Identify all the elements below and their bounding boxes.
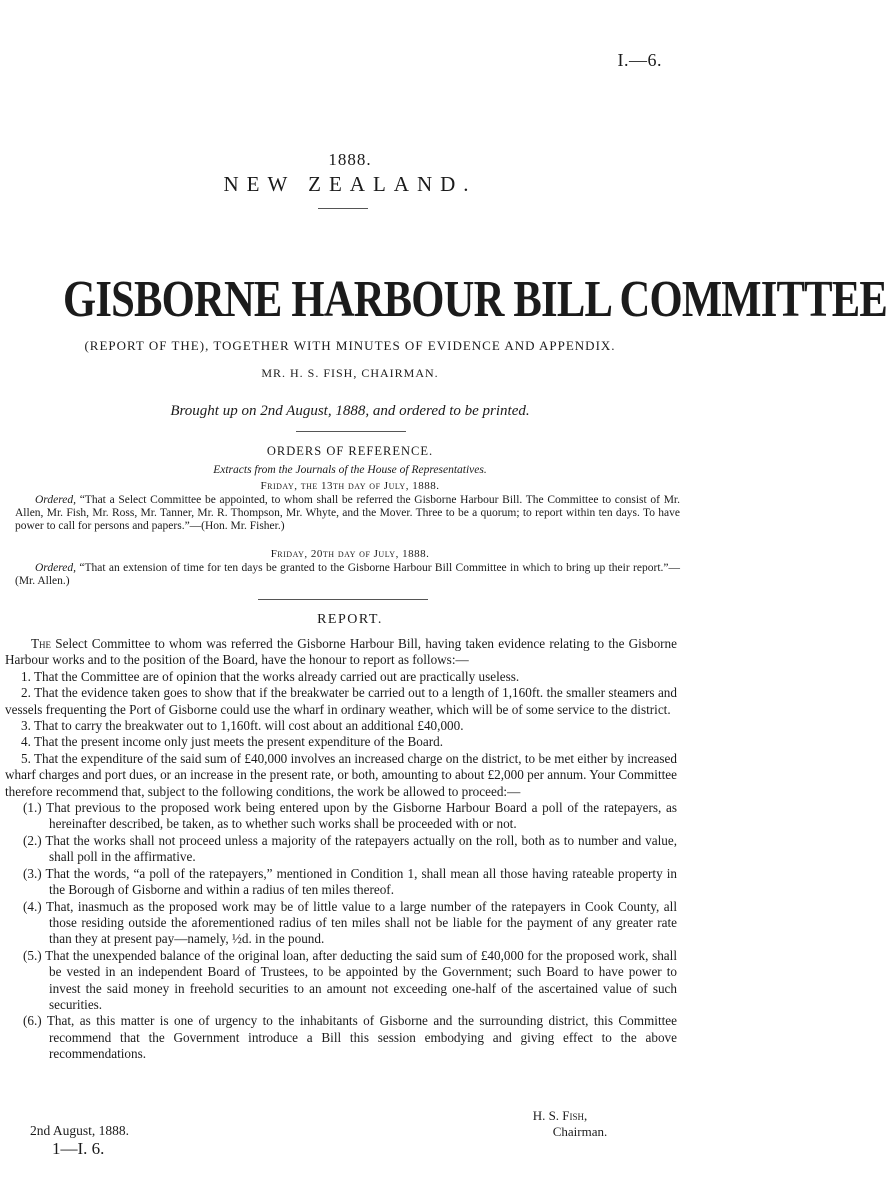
chairman-line: MR. H. S. FISH, CHAIRMAN. <box>261 366 439 380</box>
order-2-lead: Ordered, <box>35 562 76 574</box>
divider <box>258 599 428 600</box>
report-point-5: 5. That the expenditure of the said sum of £40,000 involves an increased charge on the district, to be met either by increased wharf charges and port dues, or an increase in the present rate, or both, amounting to about £2,000 per annum. Your Committee therefore recommend that, subject to the following conditions, the work be allowed to proceed:— <box>5 750 677 799</box>
divider <box>318 208 368 209</box>
signature-name: H. S. Fish, <box>532 1108 588 1123</box>
order-2 <box>15 562 680 588</box>
order-date-2: Friday, 20th day of July, 1888. <box>270 548 430 560</box>
document-title: GISBORNE HARBOUR BILL COMMITTEE <box>63 271 887 328</box>
condition-1: (1.) That previous to the proposed work being entered upon by the Gisborne Harbour Board a poll of the ratepayers, as hereinafter described, be taken, as to whether such works shall be proceeded with or not. <box>23 800 677 832</box>
order-date-1: Friday, the 13th day of July, 1888. <box>260 480 440 492</box>
extracts-line: Extracts from the Journals of the House of Representatives. <box>213 464 487 476</box>
report-intro-lead: The <box>31 636 52 651</box>
condition-2: (2.) That the works shall not proceed unless a majority of the ratepayers actually on the roll, both as to number and value, shall poll in the affirmative. <box>23 832 677 865</box>
paper-reference: I.—6. <box>617 50 662 70</box>
report-point-2: 2. That the evidence taken goes to show that if the breakwater be carried out to a length of 1,160ft. the smaller steamers and vessels frequenting the Port of Gisborne could use the wharf in ordinary weather, which will be of some service to the district. <box>5 685 677 717</box>
report-heading: REPORT. <box>317 612 383 627</box>
order-1 <box>15 494 680 533</box>
condition-6: (6.) That, as this matter is one of urgency to the inhabitants of Gisborne and the surrounding district, this Committee recommend that the Government introduce a Bill this session embodying and giving effect to the above recommendations. <box>23 1013 677 1062</box>
brought-up-line: Brought up on 2nd August, 1888, and ordered to be printed. <box>170 403 530 419</box>
condition-4: (4.) That, inasmuch as the proposed work may be of little value to a large number of the ratepayers in Cook County, all those residing outside the aforementioned radius of ten miles shall not be liable for the payment of any greater rate than they at present pay—namely, ½d. in the pound. <box>23 898 677 947</box>
report-date: 2nd August, 1888. <box>30 1123 130 1138</box>
country-heading: NEW ZEALAND. <box>223 172 477 196</box>
signature-title: Chairman. <box>552 1124 608 1139</box>
document-subtitle: (REPORT OF THE), TOGETHER WITH MINUTES OF EVIDENCE AND APPENDIX. <box>84 338 616 353</box>
report-point-1: 1. That the Committee are of opinion that the works already carried out are practically useless. <box>21 668 520 684</box>
order-2-text: “That an extension of time for ten days be granted to the Gisborne Harbour Bill Committee in which to bring up their report.”—(Mr. Allen.) <box>15 562 680 587</box>
divider <box>296 431 406 432</box>
report-point-4: 4. That the present income only just meets the present expenditure of the Board. <box>21 734 444 750</box>
signature-block <box>490 1108 630 1140</box>
orders-heading: ORDERS OF REFERENCE. <box>266 444 434 458</box>
condition-3: (3.) That the words, “a poll of the ratepayers,” mentioned in Condition 1, shall mean all those having rateable property in the Borough of Gisborne and within a radius of ten miles thereof. <box>23 865 677 898</box>
sheet-reference: 1—I. 6. <box>52 1139 105 1158</box>
report-intro <box>5 636 677 669</box>
condition-5: (5.) That the unexpended balance of the original loan, after deducting the said sum of £40,000 for the proposed work, shall be vested in an independent Board of Trustees, to be appointed by the Government; such Board to have power to invest the said money in freehold securities to an amount not exceeding one-half of the ascertained value of such securities. <box>23 947 677 1012</box>
order-1-lead: Ordered, <box>35 494 76 506</box>
order-1-text: “That a Select Committee be appointed, to whom shall be referred the Gisborne Harbour Bill. The Committee to consist of Mr. Allen, Mr. Fish, Mr. Ross, Mr. Tanner, Mr. R. Thompson, Mr. Whyte, and the Mover. Three to be a quorum; to report within ten days. To have power to call for persons and papers.”—(Hon. Mr. Fisher.) <box>15 494 680 532</box>
year: 1888. <box>328 150 372 169</box>
report-intro-text: Select Committee to whom was referred the Gisborne Harbour Bill, having taken evidence relating to the Gisborne Harbour works and to the position of the Board, have the honour to report as follows:— <box>5 636 677 668</box>
report-point-3: 3. That to carry the breakwater out to 1,160ft. will cost about an additional £40,000. <box>21 718 464 734</box>
report-body <box>5 636 677 1063</box>
